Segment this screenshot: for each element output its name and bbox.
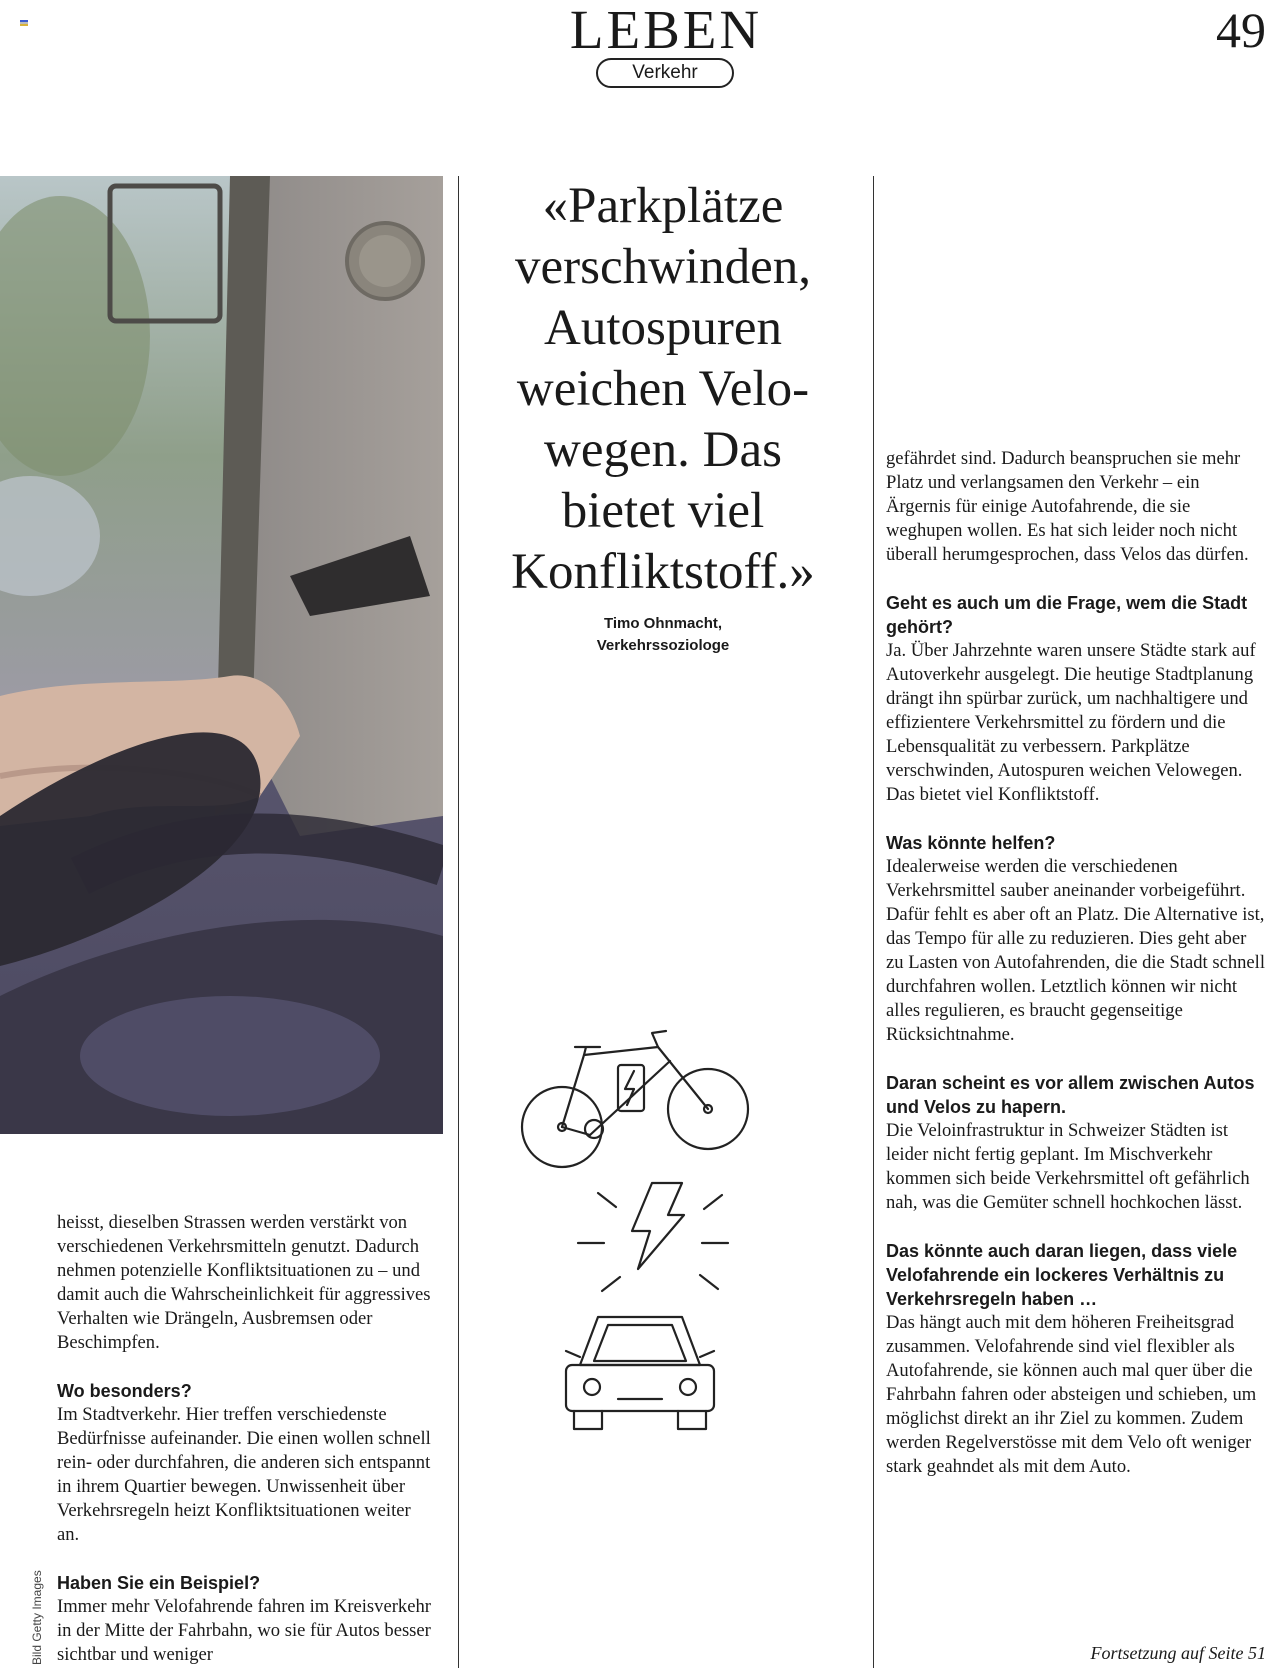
paragraph: Immer mehr Velofahrende fahren im Kreisverkehr in der Mitte der Fahrbahn, wo sie für Autos besser sichtbar und weniger	[57, 1596, 431, 1665]
paragraph: Das hängt auch mit dem höheren Freiheitsgrad zusammen. Velofahrende sind viel flexibler als Autofahrende, sie können auch mal quer über die Fahrbahn fahren oder absteigen und schieben, um möglichst direkt an ihr Ziel zu kommen. Zudem werden Regelverstösse mit dem Velo oft weniger stark geahndet als mit dem Auto.	[886, 1312, 1257, 1477]
photo-credit: Bild Getty Images	[30, 1570, 44, 1665]
quote-line: bietet viel	[561, 483, 765, 539]
paragraph: Idealerweise werden die verschiedenen Verkehrsmittel sauber aneinander vorbeigeführt. Dafür fehlt es aber oft an Platz. Die Alternative ist, das Tempo für alle zu reduzieren. Dies geht aber zu Lasten von Autofahrenden, die die Stadt schnell durchfahren wollen. Letztlich können wir nicht alles regulieren, es braucht gegenseitige Rücksichtnahme.	[886, 856, 1266, 1045]
car-icon	[566, 1317, 714, 1429]
column-rule-right	[873, 176, 874, 1668]
quote-line: «Parkplätze	[542, 178, 784, 234]
driver-photo	[0, 176, 443, 1134]
paragraph: Die Veloinfrastruktur in Schweizer Städten ist leider nicht fertig geplant. Im Mischverkehr kommen sich beide Verkehrsmittel oft gefährlich nah, was die Gemüter schnell hochkochen lässt.	[886, 1120, 1250, 1213]
quote-line: Autospuren	[544, 300, 782, 356]
page-number: 49	[1216, 2, 1266, 58]
interview-question: Wo besonders?	[57, 1381, 192, 1401]
e-bike-icon	[522, 1031, 748, 1167]
interview-question: Das könnte auch daran liegen, dass viele Velofahrende ein lockeres Verhältnis zu Verkehrsregeln haben …	[886, 1241, 1238, 1309]
quote-attribution	[470, 613, 856, 657]
category-pill: Verkehr	[596, 58, 734, 88]
quote-line: verschwinden,	[515, 239, 811, 295]
column-rule-left	[458, 176, 459, 1668]
lightning-icon	[578, 1183, 728, 1291]
paragraph: gefährdet sind. Dadurch beanspruchen sie mehr Platz und verlangsamen den Verkehr – ein Ärgernis für einige Autofahrende, die sie weghupen wollen. Es hat sich leider noch nicht überall herumgesprochen, dass Velos das dürfen.	[886, 448, 1249, 565]
quote-line: wegen. Das	[544, 422, 782, 478]
quote-role: Verkehrssoziologe	[596, 637, 730, 654]
interview-question: Was könnte helfen?	[886, 833, 1056, 853]
bike-vs-car-illustration	[520, 1025, 760, 1435]
continued-on-page[interactable]: Fortsetzung auf Seite 51	[1090, 1643, 1266, 1663]
interview-question: Geht es auch um die Frage, wem die Stadt gehört?	[886, 593, 1248, 637]
quote-author: Timo Ohnmacht,	[603, 615, 723, 632]
section-title: LEBEN	[569, 0, 763, 60]
pull-quote	[470, 176, 856, 603]
paragraph: Im Stadtverkehr. Hier treffen verschiedenste Bedürfnisse aufeinander. Die einen wollen schnell rein- oder durchfahren, die anderen sich entspannt in ihrem Quartier bewegen. Unwissenheit über Verkehrsregeln heizt Konfliktsituationen weiter an.	[57, 1404, 431, 1545]
right-column	[886, 447, 1266, 1479]
interview-question: Daran scheint es vor allem zwischen Autos und Velos zu hapern.	[886, 1073, 1255, 1117]
quote-line: Konfliktstoff.»	[511, 544, 815, 600]
left-column	[57, 1211, 432, 1667]
interview-question: Haben Sie ein Beispiel?	[57, 1573, 261, 1593]
paragraph: Ja. Über Jahrzehnte waren unsere Städte stark auf Autoverkehr ausgelegt. Die heutige Stadtplanung drängt ihn spürbar zurück, um nachhaltigere und effizientere Verkehrsmittel zu fördern und die Lebensqualität zu verbessern. Parkplätze verschwinden, Autospuren weichen Velowegen. Das bietet viel Konfliktstoff.	[886, 640, 1256, 805]
quote-line: weichen Velo-	[516, 361, 810, 417]
paragraph: heisst, dieselben Strassen werden verstärkt von verschiedenen Verkehrsmitteln genutzt. Dadurch nehmen potenzielle Konfliktsituationen zu – und damit auch die Wahrscheinlichkeit für aggressives Verhalten wie Drängeln, Ausbremsen oder Beschimpfen.	[57, 1212, 431, 1353]
steering-wheel-image	[0, 176, 443, 1134]
